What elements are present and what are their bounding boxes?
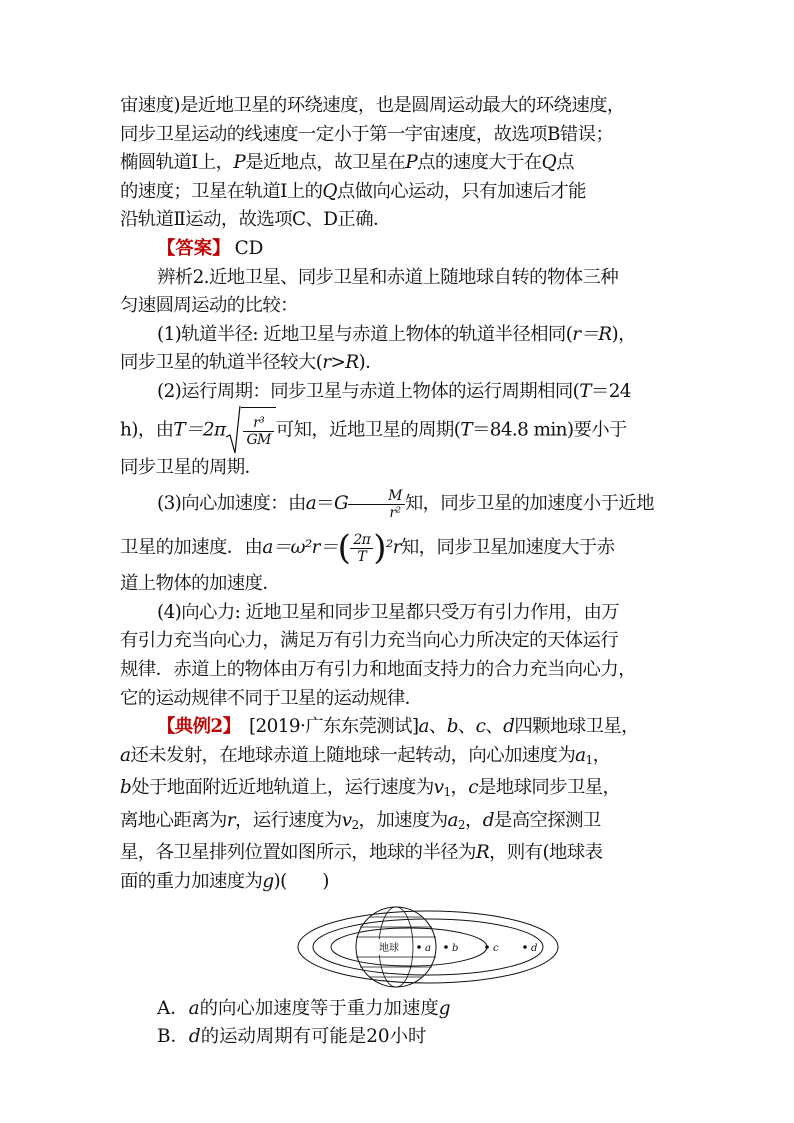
orbit-diagram: [120, 903, 676, 989]
example-line: 星，各卫星排列位置如图所示，地球的半径为R，则有(地球表: [120, 842, 603, 864]
example-line: a还未发射，在地球赤道上随地球一起转动，向心加速度为$a_1$，: [120, 744, 611, 767]
paren-open: (: [337, 528, 351, 569]
satellite-c-dot: [485, 945, 489, 949]
analysis-title: 匀速圆周运动的比较：: [120, 295, 298, 317]
answer-line: [120, 235, 676, 264]
answer-value: CD: [234, 237, 264, 259]
satellite-a-label: a: [425, 942, 431, 954]
answer-tag: 【答案】: [157, 237, 231, 259]
options: [120, 995, 676, 1052]
text-line: 宙速度)是近地卫星的环绕速度，也是圆周运动最大的环绕速度，: [120, 95, 625, 116]
example-line: 【典例2】 [2019·广东东莞测试]a、b、c、d四颗地球卫星，: [157, 716, 639, 738]
text-line: 的速度；卫星在轨道Ⅰ上的Q点做向心运动，只有加速后才能: [120, 180, 586, 202]
text-line: 椭圆轨道Ⅰ上，P是近地点，故卫星在P点的速度大于在Q点: [120, 152, 574, 174]
example-tag: 【典例2】: [157, 716, 232, 738]
paren-close: ): [373, 528, 386, 569]
analysis-title: 辨析2.近地卫星、同步卫星和赤道上随地球自转的物体三种: [157, 266, 619, 288]
example-line: 离地心距离为r，运行速度为$v_2$，加速度为$a_2$，d是高空探测卫: [120, 809, 601, 832]
satellite-b-label: b: [452, 942, 459, 954]
earth-label: 地球: [379, 942, 399, 954]
item-4: 有引力充当向心力，满足万有引力充当向心力所决定的天体运行: [120, 630, 619, 652]
fraction-M-r2: $\frac{M}{\text{r²}}$: [348, 488, 405, 521]
satellite-d-dot: [523, 945, 527, 949]
item-3: 卫星的加速度．由a＝ω²r＝( $\frac{2\pi}{T}$ )²r知，同步卫星加速度大于赤: [120, 528, 615, 569]
example-line: b处于地面附近近地轨道上，运行速度为$v_1$，c是地球同步卫星，: [120, 777, 621, 800]
option-a: A．a的向心加速度等于重力加速度g: [157, 997, 451, 1019]
text-line: 沿轨道Ⅱ运动，故选项C、D正确．: [120, 209, 391, 231]
satellite-c-label: c: [493, 942, 499, 954]
item-4: (4)向心力: 近地卫星和同步卫星都只受万有引力作用，由万: [157, 601, 620, 623]
satellite-d-label: d: [531, 942, 538, 954]
satellite-a-dot: [417, 945, 421, 949]
sqrt-formula: $\frac{\text{r³}}{GM}$: [225, 407, 275, 454]
document-body: [120, 92, 676, 1052]
item-4: 规律．赤道上的物体由万有引力和地面支持力的合力充当向心力，: [120, 658, 636, 680]
item-2: 同步卫星的周期．: [120, 456, 263, 478]
item-3: 道上物体的加速度．: [120, 573, 281, 595]
text-line: 同步卫星运动的线速度一定小于第一宇宙速度，故选项B错误；: [120, 123, 614, 145]
item-1: (1)轨道半径: 近地卫星与赤道上物体的轨道半径相同(r＝R)，: [157, 323, 636, 345]
satellite-b-dot: [444, 945, 448, 949]
item-2: h)，由T＝2π $\frac{\text{r³}}{GM}$ 可知，近地卫星的周期(T＝84.8 min)要小于: [120, 407, 676, 454]
item-1: 同步卫星的轨道半径较大(r>R)．: [120, 352, 383, 374]
fraction-2pi-T: $\frac{2\pi}{T}$: [350, 532, 373, 565]
orbit-figure: [120, 903, 676, 989]
example-line: 面的重力加速度为g)( ): [120, 871, 329, 893]
option-b: B．d的运动周期有可能是20小时: [157, 1026, 427, 1048]
item-2: (2)运行周期：同步卫星与赤道上物体的运行周期相同(T＝24: [157, 380, 631, 402]
item-4: 它的运动规律不同于卫星的运动规律．: [120, 687, 423, 709]
item-3: (3)向心加速度：由a＝G $\frac{M}{\text{r²}}$ 知，同步卫星的加速度小于近地: [157, 487, 654, 521]
